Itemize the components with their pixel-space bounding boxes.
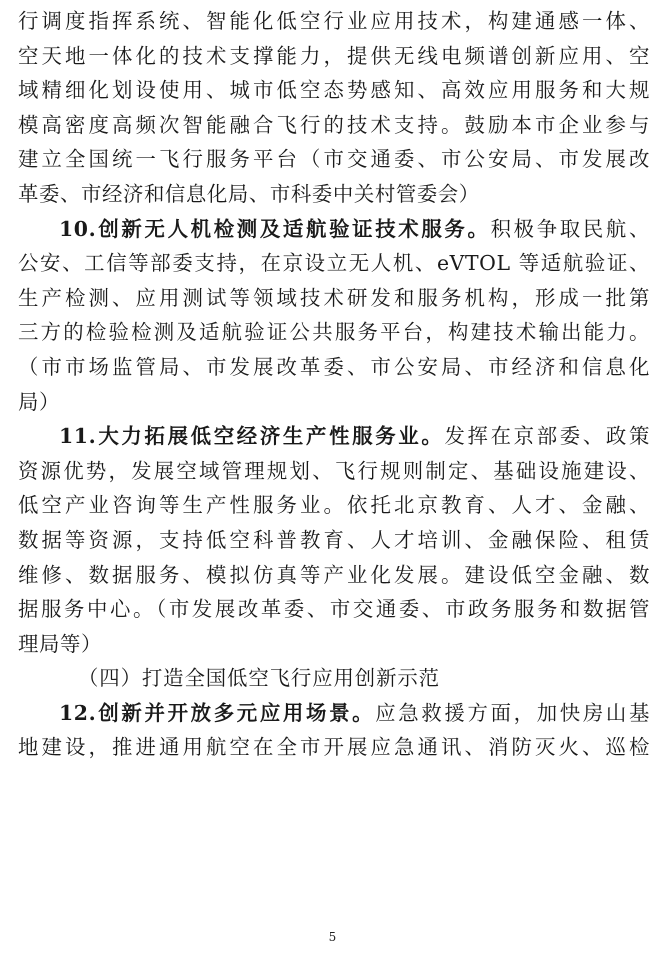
text-line <box>18 212 650 247</box>
section-heading: （四）打造全国低空飞行应用创新示范 <box>78 666 440 691</box>
text-line: 革委、市经济和信息化局、市科委中关村管委会） <box>18 181 480 206</box>
item-heading: 12.创新并开放多元应用场景。 <box>59 700 376 725</box>
text-line: 生产检测、应用测试等领域技术研发和服务机构，形成一批第 <box>18 285 650 310</box>
text-line: 建立全国统一飞行服务平台（市交通委、市公安局、市发展改 <box>18 147 650 172</box>
text-line: 三方的检验检测及适航验证公共服务平台，构建技术输出能力。 <box>18 320 650 345</box>
paragraph-continuation <box>18 4 650 212</box>
page-number: 5 <box>328 930 337 944</box>
item-text: 发挥在京部委、政策 <box>444 424 650 449</box>
document-page <box>18 0 650 960</box>
text-line: 行调度指挥系统、智能化低空行业应用技术，构建通感一体、 <box>18 9 650 33</box>
paragraph-item-12 <box>18 696 650 765</box>
text-line: 维修、数据服务、模拟仿真等产业化发展。建设低空金融、数 <box>18 562 650 587</box>
text-line: 域精细化划设使用、城市低空态势感知、高效应用服务和大规 <box>18 78 650 103</box>
paragraph-item-11 <box>18 419 650 661</box>
text-line: 模高密度高频次智能融合飞行的技术支持。鼓励本市企业参与 <box>18 112 650 137</box>
paragraph-item-10 <box>18 212 650 420</box>
item-text: 应急救援方面，加快房山基 <box>375 700 650 725</box>
text-line: 公安、工信等部委支持，在京设立无人机、eVTOL 等适航验证、 <box>18 251 650 276</box>
item-heading: 11.大力拓展低空经济生产性服务业。 <box>59 424 445 449</box>
text-line: 空天地一体化的技术支撑能力，提供无线电频谱创新应用、空 <box>18 43 650 68</box>
text-line: 数据等资源，支持低空科普教育、人才培训、金融保险、租赁 <box>18 527 650 552</box>
text-line: 资源优势，发展空域管理规划、飞行规则制定、基础设施建设、 <box>18 458 650 483</box>
document-body <box>18 4 650 765</box>
text-line <box>18 696 650 731</box>
text-line: 据服务中心。（市发展改革委、市交通委、市政务服务和数据管 <box>18 597 650 622</box>
text-line: 地建设，推进通用航空在全市开展应急通讯、消防灭火、巡检 <box>18 735 650 760</box>
item-text: 积极争取民航、 <box>490 216 650 241</box>
text-line: 低空产业咨询等生产性服务业。依托北京教育、人才、金融、 <box>18 493 650 518</box>
text-line: 理局等） <box>18 631 102 656</box>
text-line <box>18 419 650 454</box>
text-line: （市市场监管局、市发展改革委、市公安局、市经济和信息化 <box>18 354 650 379</box>
text-line: 局） <box>18 389 60 414</box>
item-heading: 10.创新无人机检测及适航验证技术服务。 <box>59 216 491 241</box>
